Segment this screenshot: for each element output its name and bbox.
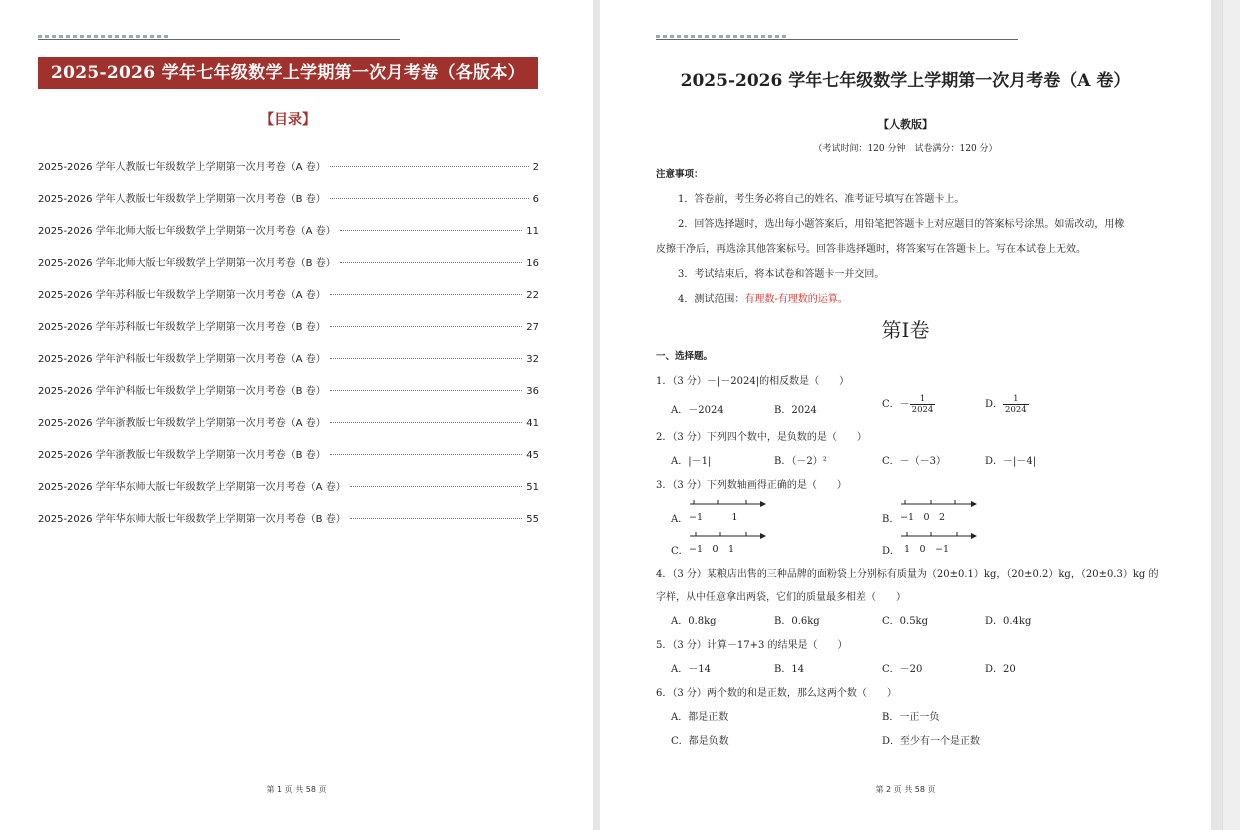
toc-leader [350, 518, 523, 519]
toc-leader [330, 454, 523, 455]
question-2: 2．（3 分）下列四个数中，是负数的是（ ） [656, 432, 867, 443]
fraction [1003, 394, 1029, 415]
q1-option-b: B．2024 [774, 405, 817, 416]
table-of-contents [38, 158, 539, 542]
toc-entry-title: 2025-2026 学年北师大版七年级数学上学期第一次月考卷（A 卷） [38, 226, 336, 237]
q1-option-d-label: D． [985, 399, 1004, 410]
q5-option-b: B．14 [774, 664, 805, 675]
toc-entry[interactable] [38, 414, 539, 446]
toc-entry[interactable] [38, 190, 539, 222]
toc-entry[interactable] [38, 478, 539, 510]
toc-leader [330, 358, 523, 359]
q6-option-a: A．都是正数 [671, 712, 729, 723]
header-watermark [38, 35, 168, 38]
q2-option-d: D．－|－4| [985, 456, 1037, 467]
q5-option-c: C．－20 [882, 664, 923, 675]
toc-entry-title: 2025-2026 学年华东师大版七年级数学上学期第一次月考卷（B 卷） [38, 514, 346, 525]
toc-leader [340, 262, 523, 263]
toc-leader [330, 390, 523, 391]
notice-item-continued: 皮擦干净后，再选涂其他答案标号。回答非选择题时，将答案写在答题卡上。写在本试卷上无效。 [656, 244, 1086, 255]
toc-entry[interactable] [38, 286, 539, 318]
test-scope-label: 4．测试范围： [678, 294, 745, 305]
fraction-denominator: 2024 [911, 405, 934, 415]
toc-entry-page: 6 [532, 194, 539, 205]
toc-entry-title: 2025-2026 学年人教版七年级数学上学期第一次月考卷（B 卷） [38, 194, 326, 205]
q4-option-c: C．0.5kg [882, 616, 929, 627]
toc-heading: 【目录】 [260, 112, 316, 128]
notice-item: 1．答卷前，考生务必将自己的姓名、准考证号填写在答题卡上。 [678, 194, 965, 205]
toc-entry-page: 41 [526, 418, 539, 429]
number-line-c-labels: −1 0 1 [689, 544, 735, 555]
part-title: 一、选择题。 [656, 351, 714, 362]
section-title: 第Ⅰ卷 [881, 318, 930, 342]
toc-entry-title: 2025-2026 学年浙教版七年级数学上学期第一次月考卷（A 卷） [38, 418, 326, 429]
toc-entry[interactable] [38, 158, 539, 190]
edition-label: 【人教版】 [878, 118, 933, 131]
number-line-b-labels: −1 0 2 [900, 512, 946, 523]
toc-entry-page: 32 [526, 354, 539, 365]
number-line-d-labels: 1 0 −1 [904, 544, 950, 555]
number-line-d [899, 528, 979, 542]
toc-entry[interactable] [38, 350, 539, 382]
q1-option-c [882, 394, 935, 415]
q2-option-b: B．（－2）² [774, 456, 827, 467]
toc-leader [330, 422, 523, 423]
header-rule [38, 39, 400, 40]
q3-option-d-label: D． [882, 546, 901, 557]
question-4: 4．（3 分）某粮店出售的三种品牌的面粉袋上分别标有质量为（20±0.1）kg，（20±0.2）kg，（20±0.3）kg 的 [656, 569, 1159, 580]
q4-option-d: D．0.4kg [985, 616, 1032, 627]
toc-entry-title: 2025-2026 学年苏科版七年级数学上学期第一次月考卷（B 卷） [38, 322, 326, 333]
q6-option-c: C．都是负数 [671, 736, 729, 747]
header-rule [656, 39, 1018, 40]
toc-entry-page: 22 [526, 290, 539, 301]
document-page-1 [0, 0, 593, 830]
q4-option-a: A．0.8kg [671, 616, 717, 627]
toc-entry[interactable] [38, 446, 539, 478]
toc-entry[interactable] [38, 382, 539, 414]
toc-entry-page: 51 [526, 482, 539, 493]
toc-entry-title: 2025-2026 学年北师大版七年级数学上学期第一次月考卷（B 卷） [38, 258, 336, 269]
toc-leader [340, 230, 523, 231]
toc-leader [330, 326, 523, 327]
toc-entry[interactable] [38, 254, 539, 286]
q1-option-a: A．－2024 [671, 405, 724, 416]
question-1: 1．（3 分）－|－2024|的相反数是（ ） [656, 376, 850, 387]
toc-entry-title: 2025-2026 学年华东师大版七年级数学上学期第一次月考卷（A 卷） [38, 482, 346, 493]
number-line-c [688, 528, 768, 542]
number-line-a-labels: −1 1 [689, 512, 738, 523]
toc-entry[interactable] [38, 222, 539, 254]
notice-item: 3．考试结束后，将本试卷和答题卡一并交回。 [678, 269, 885, 280]
question-6: 6．（3 分）两个数的和是正数，那么这两个数（ ） [656, 688, 897, 699]
fraction-numerator: 1 [1003, 394, 1029, 405]
exam-title: 2025-2026 学年七年级数学上学期第一次月考卷（A 卷） [680, 71, 1131, 91]
q6-option-b: B．一正一负 [882, 712, 940, 723]
toc-leader [330, 166, 529, 167]
notice-heading: 注意事项： [656, 169, 704, 180]
toc-entry-page: 11 [526, 226, 539, 237]
number-line-b-axis [899, 496, 979, 510]
q3-option-b-label: B． [882, 514, 900, 525]
fraction-numerator: 1 [910, 394, 936, 405]
q5-option-a: A．－14 [671, 664, 711, 675]
toc-entry-title: 2025-2026 学年沪科版七年级数学上学期第一次月考卷（A 卷） [38, 354, 326, 365]
page-footer: 第 2 页 共 58 页 [875, 785, 936, 794]
vertical-scrollbar[interactable] [1222, 0, 1240, 830]
toc-entry-title: 2025-2026 学年沪科版七年级数学上学期第一次月考卷（B 卷） [38, 386, 326, 397]
q3-option-c-label: C． [671, 546, 689, 557]
page-footer: 第 1 页 共 58 页 [266, 785, 327, 794]
compilation-title-banner: 2025-2026 学年七年级数学上学期第一次月考卷（各版本） [38, 57, 538, 89]
toc-leader [350, 486, 523, 487]
q2-option-c: C．－（－3） [882, 456, 947, 467]
exam-time-note: （考试时间：120 分钟 试卷满分：120 分） [813, 144, 998, 154]
fraction-denominator: 2024 [1005, 405, 1027, 415]
question-5: 5．（3 分）计算－17+3 的结果是（ ） [656, 640, 848, 651]
test-scope-value: 有理数-有理数的运算。 [744, 294, 848, 305]
question-4-continued: 字样，从中任意拿出两袋，它们的质量最多相差（ ） [656, 592, 906, 603]
toc-entry-title: 2025-2026 学年浙教版七年级数学上学期第一次月考卷（B 卷） [38, 450, 326, 461]
toc-entry-page: 2 [532, 162, 539, 173]
toc-entry-title: 2025-2026 学年人教版七年级数学上学期第一次月考卷（A 卷） [38, 162, 326, 173]
header-watermark [656, 35, 786, 38]
number-line-a [688, 496, 768, 510]
toc-entry[interactable] [38, 318, 539, 350]
q6-option-d: D．至少有一个是正数 [882, 736, 981, 747]
toc-entry-page: 55 [526, 514, 539, 525]
toc-entry-page: 36 [526, 386, 539, 397]
document-page-2 [600, 0, 1211, 830]
q3-option-a-label: A． [671, 514, 689, 525]
toc-entry-page: 27 [526, 322, 539, 333]
toc-entry-page: 45 [526, 450, 539, 461]
q1-option-d [985, 394, 1029, 415]
notice-item: 2．回答选择题时，选出每小题答案后，用铅笔把答题卡上对应题目的答案标号涂黑。如需改动，用橡 [678, 219, 1125, 230]
toc-leader [330, 198, 529, 199]
toc-entry[interactable] [38, 510, 539, 542]
q2-option-a: A．|－1| [671, 456, 712, 467]
q4-option-b: B．0.6kg [774, 616, 820, 627]
question-3: 3．（3 分）下列数轴画得正确的是（ ） [656, 480, 847, 491]
toc-entry-title: 2025-2026 学年苏科版七年级数学上学期第一次月考卷（A 卷） [38, 290, 326, 301]
notice-item [678, 290, 848, 305]
q1-option-c-label: C．－ [882, 399, 910, 410]
q5-option-d: D．20 [985, 664, 1016, 675]
fraction [910, 394, 936, 415]
toc-entry-page: 16 [526, 258, 539, 269]
toc-leader [330, 294, 523, 295]
